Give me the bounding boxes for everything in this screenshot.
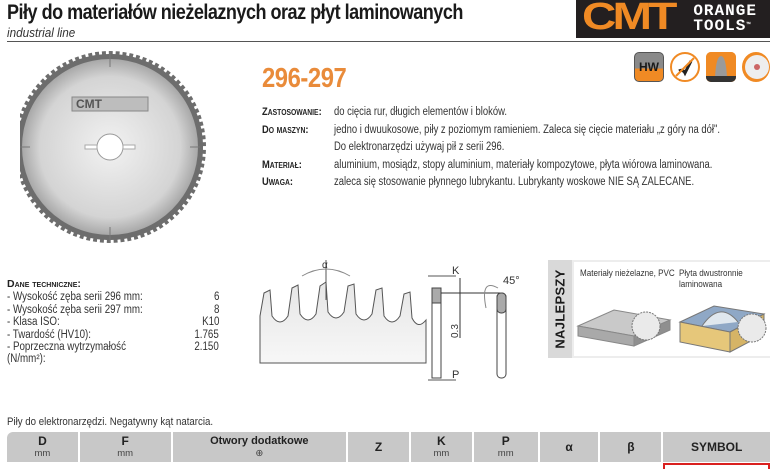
column-header-f: F mm: [80, 432, 171, 462]
column-header-holes: Otwory dodatkowe ⊕: [173, 432, 347, 462]
column-header-beta: β: [600, 432, 661, 462]
p-label: P: [452, 369, 460, 381]
best-for-panel: [548, 260, 770, 358]
saw-blade-image: [20, 47, 230, 247]
saw-blade-icon: [742, 52, 770, 82]
tech-row: - Wysokość zęba serii 297 mm: 8: [7, 303, 219, 316]
angle-label: 45°: [503, 275, 520, 287]
no-manual-feed-icon: [670, 52, 700, 82]
title-divider: [7, 41, 770, 42]
best-for-item-laminated: Płyta dwustronnie laminowana: [679, 268, 743, 290]
product-specs: [262, 104, 770, 192]
spec-row-machines: Do maszyn: jedno i dwuukosowe, piły z poziomym ramieniem. Zaleca się cięcie materiału „z góry na dół".: [262, 123, 720, 136]
tech-row: - Wysokość zęba serii 296 mm: 6: [7, 291, 219, 304]
svg-text:CMT: CMT: [76, 97, 102, 111]
page-title: Piły do materiałów nieżelaznych oraz płyt laminowanych: [7, 1, 463, 24]
spec-row-material: Materiał: aluminium, mosiądz, stopy aluminium, materiały kompozytowe, płyta wiórowa laminowana.: [262, 158, 713, 171]
k-label: K: [452, 265, 460, 277]
technical-data-heading: Dane techniczne:: [7, 278, 81, 290]
technical-data: [7, 278, 219, 366]
dimension-label: 0.3: [450, 324, 461, 338]
logo-brand: CMT: [582, 0, 674, 38]
alpha-label: α: [322, 260, 328, 271]
tech-row: - Poprzeczna wytrzymałość (N/mm²): 2.150: [7, 341, 219, 366]
holes-icon: ⊕: [255, 448, 264, 459]
feature-icons: [634, 52, 770, 82]
product-code: 296-297: [262, 62, 347, 93]
column-header-z: Z: [348, 432, 409, 462]
column-header-k: K mm: [411, 432, 472, 462]
spec-row-machines-note: Do elektronarzędzi używaj pił z serii 296.: [334, 141, 505, 153]
tooth-geometry-diagram: [258, 258, 538, 383]
hw-carbide-icon: HW: [634, 52, 664, 82]
column-header-alpha: α: [540, 432, 599, 462]
tech-row: - Klasa ISO: K10: [7, 316, 219, 329]
product-table-header: [7, 432, 770, 462]
cmt-logo: [576, 0, 770, 38]
column-header-symbol: SYMBOL: [663, 432, 770, 462]
column-header-d: D mm: [7, 432, 78, 462]
logo-tagline: ORANGE TOOLS™: [693, 2, 757, 35]
material-illustrations: [574, 292, 770, 356]
tech-row: - Twardość (HV10): 1.765: [7, 328, 219, 341]
best-for-side-label: NAJLEPSZY: [548, 260, 572, 358]
table-note: Piły do elektronarzędzi. Negatywny kąt natarcia.: [7, 416, 214, 428]
column-header-p: P mm: [474, 432, 538, 462]
spec-row-application: Zastosowanie: do cięcia rur, długich elementów i bloków.: [262, 106, 507, 118]
symbol-highlight: [663, 463, 770, 469]
tooth-profile-icon: [706, 52, 736, 82]
spec-row-note: Uwaga: zaleca się stosowanie płynnego lubrykantu. Lubrykanty woskowe NIE SĄ ZALECANE.: [262, 176, 695, 188]
best-for-item-nonferrous: Materiały nieżelazne, PVC: [580, 268, 675, 279]
page-subtitle: industrial line: [7, 25, 76, 40]
